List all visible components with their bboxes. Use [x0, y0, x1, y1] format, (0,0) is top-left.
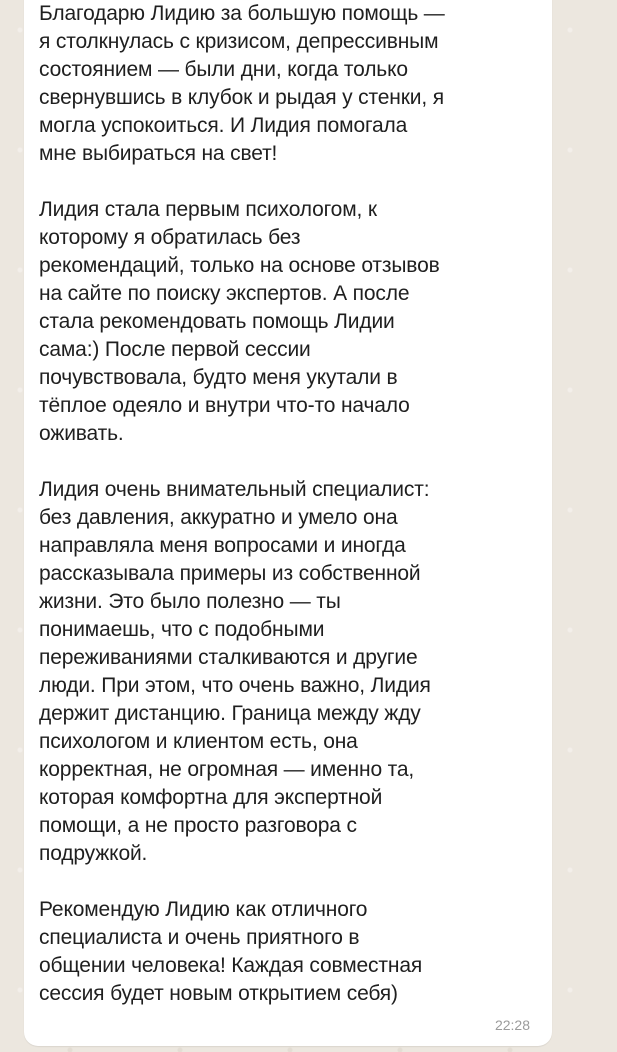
message-timestamp: 22:28	[494, 1017, 530, 1033]
message-bubble[interactable]	[24, 0, 552, 1046]
message-paragraph-1: Благодарю Лидию за большую помощь — я столкнулась с кризисом, депрессивным состоянием — были дни, когда только свернувшись в клубок и рыдая у стенки, я могла успокоиться. И Лидия помогала мне выбираться на свет!	[39, 2, 445, 165]
message-paragraph-3: Лидия очень внимательный специалист: без давления, аккуратно и умело она направляла меня вопросами и иногда рассказывала примеры из собственной жизни. Это было полезно — ты понимаешь, что с подобными переживаниями сталкиваются и другие люди. При этом, что очень важно, Лидия держит дистанцию. Граница между жду психологом и клиентом есть, она корректная, не огромная — именно та, которая комфортна для экспертной помощи, а не просто разговора с подружкой.	[39, 478, 431, 865]
message-paragraph-4: Рекомендую Лидию как отличного специалиста и очень приятного в общении человека! Каждая совместная сессия будет новым открытием себя)	[39, 898, 423, 1005]
message-paragraph-2: Лидия стала первым психологом, к которому я обратилась без рекомендаций, только на основе отзывов на сайте по поиску экспертов. А после стала рекомендовать помощь Лидии сама:) После первой сессии почувствовала, будто меня укутали в тёплое одеяло и внутри что-то начало оживать.	[39, 198, 440, 445]
